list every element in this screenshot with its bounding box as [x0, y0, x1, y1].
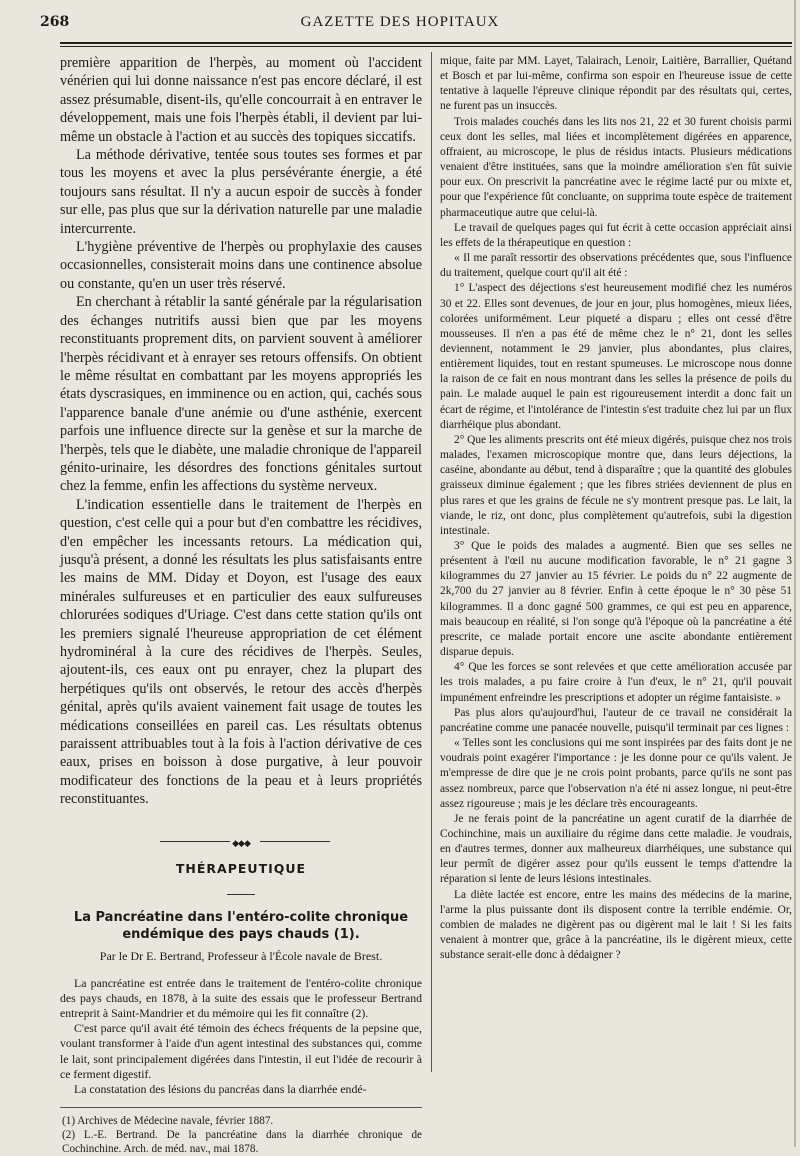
paragraph: « Telles sont les conclusions qui me sont inspirées par des faits dont je ne voudrais point exagérer l'importance : je les donne pour ce qu'ils valent. Je m'empresse de dire que je ne crois point probants, parce qu'ils ne sont pas assez nombreux, parce que l'observation n'a été ni assez longue, ni peut-être assez rigoureuse ; mais je les déclare très encourageants.: [440, 737, 792, 810]
paragraph: Trois malades couchés dans les lits nos 21, 22 et 30 furent choisis parmi ceux dont les selles, mal liées et incomplètement digérées en apparence, offraient, au microscope, le plus de résidus intacts. Plusieurs médications venaient d'être instituées, sans que la moindre amélioration s'en fût suivie pour eux. On prescrivit la pancréatine avec le régime lacté pur ou mixte et, pour que l'expérience fût concluante, on supprima toute espèce de traitement pharmaceutique autre que celui-là.: [440, 115, 792, 219]
paragraph: première apparition de l'herpès, au moment où l'accident vénérien qui lui donne naissance n'est pas encore déclaré, il est assez présumable, disent-ils, qu'elle concourrait à en entraver le développement, mais une fois l'herpès établi, il devient par lui-même un obstacle à l'action et au succès des topiques siccatifs.: [60, 55, 422, 145]
section-heading: THÉRAPEUTIQUE: [175, 860, 307, 876]
ornament-line-right: [260, 841, 330, 842]
article-paragraph: C'est parce qu'il avait été témoin des échecs fréquents de la pepsine que, voulant transformer à l'aide d'un agent intestinal des substances qui, comme le lait, sont principalement digérées dans l'intestin, il eut l'idée de recourir à ce ferment digestif.: [60, 1021, 422, 1081]
paragraph: 2° Que les aliments prescrits ont été mieux digérés, puisque chez nos trois malades, l'examen microscopique montre que, dans leurs déjections, la caséine, abondante au début, tend à disparaître ; que la quantité des globules graisseux diminue également ; que les fibres striées deviennent de plus en plus rares et que les grains de fécule ne s'y montrent presque pas. Le lait, la viande, le riz, ont donc, plus complètement qu'autrefois, subi la digestion intestinale.: [440, 433, 792, 537]
page-number: 268: [40, 14, 70, 30]
page-header: [0, 14, 800, 36]
left-column: [60, 54, 422, 1156]
paragraph: 3° Que le poids des malades a augmenté. Bien que ses selles ne présentent à l'œil nu aucune modification favorable, le n° 21 gagne 3 kilogrammes du 27 janvier au 15 février. Le poids du n° 22 augmente de 2k,700 du 27 janvier au 8 février. Enfin à cette époque le n° 30 pèse 51 kilogrammes. Il a donc gagné 500 grammes, ce qui est peu en apparence, mais beaucoup en réalité, si l'on songe qu'à l'époque où la pancréatine a été prescrite, ce malade portait encore une ascite abondante entièrement disparue depuis.: [440, 540, 792, 659]
ornament-line-left: [160, 841, 230, 842]
header-rule: [60, 42, 792, 47]
article-title: La Pancréatine dans l'entéro-colite chronique endémique des pays chauds (1).: [73, 909, 409, 942]
article-paragraph: La pancréatine est entrée dans le traitement de l'entéro-colite chronique des pays chauds, en 1878, à la suite des essais que le professeur Bertrand entreprit à Saint-Mandrier et du mémoire qui les fit connaître (2).: [60, 975, 422, 1021]
footnote-rule: [60, 1107, 422, 1108]
heading-rule: [227, 894, 255, 895]
paragraph: mique, faite par MM. Layet, Talairach, Lenoir, Laitière, Barrallier, Quétand et Bosch et par lui-même, confirma son espoir en l'heureuse issue de cette tentative à laquelle l'épreuve clinique répondit par des résultats qui, certes, ne furent pas un insuccès.: [440, 55, 792, 113]
paragraph: En cherchant à rétablir la santé générale par la régularisation des échanges nutritifs aussi bien que par les moyens reconstituants proprement dits, on parvient souvent à améliorer l'herpès récidivant et à enrayer ses retours offensifs. On obtient le même résultat en combattant par les moyens appropriés les états dyscrasiques, en imminence ou en action, qui, cachés sous l'apparence banale d'une anémie ou d'une asthénie, exercent parfois une influence directe sur la genèse et sur la marche de l'herpès, tels que le diabète, une maladie chronique de l'appareil génito-urinaire, les désordres des fonctions génitales surtout chez la femme, enfin les affections du système nerveux.: [60, 294, 422, 495]
footnote: (2) L.-E. Bertrand. De la pancréatine dans la diarrhée chronique de Cochinchine. Arch. de méd. nav., mai 1878.: [62, 1129, 422, 1156]
paragraph: Le travail de quelques pages qui fut écrit à cette occasion appréciait ainsi les effets de la thérapeutique en question :: [440, 221, 792, 249]
ornament-mark: ◆◆◆: [232, 837, 250, 848]
section-ornament: [60, 835, 422, 849]
right-column: [440, 54, 792, 1124]
paragraph: « Il me paraît ressortir des observations précédentes que, sous l'influence du traitement, quelque court qu'il ait été :: [440, 252, 792, 280]
paragraph: Je ne ferais point de la pancréatine un agent curatif de la diarrhée de Cochinchine, mais un auxiliaire du régime dans cette maladie. Je voudrais, en d'autres termes, donner aux malheureux diarrhéiques, une substance qui leur permît de digérer assez pour qu'ils eussent le temps d'attendre la réparation si lente de leurs lésions intestinales.: [440, 812, 792, 886]
article-paragraph: La constatation des lésions du pancréas dans la diarrhée endé-: [74, 1082, 367, 1097]
paragraph: 4° Que les forces se sont relevées et que cette amélioration accusée par les trois malades, a pu faire croire à l'un d'eux, le n° 21, qu'il pouvait impunément enfreindre les prescriptions et adopter un régime fantaisiste. »: [440, 661, 792, 704]
paragraph: L'indication essentielle dans le traitement de l'herpès en question, c'est celle qui a pour but d'en combattre les récidives, d'en empêcher les incessants retours. La médication qui, jusqu'à présent, a donné les résultats les plus satisfaisants entre les mains de MM. Diday et Doyon, est l'usage des eaux minérales sulfureuses et en particulier des eaux sulfureuses chlorurées sodiques d'Uriage. C'est dans cette station qu'ils ont les premiers signalé l'heureuse appropriation de cet élément hydrominéral à la cure des récidives de l'herpès. Seules, ajoutent-ils, ces eaux ont pu enrayer, chez la plupart des herpétiques qu'ils ont observés, le retour des accès d'herpès génital, après qu'ils avaient vainement fait usage de toutes les médications conseillées en pareil cas. Les résultats obtenus paraissent attribuables tout à la fois à l'action dérivative de ces eaux, prises en boisson à dose purgative, à leur pouvoir modificateur des fonctions de la peau et à leurs propriétés reconstituantes.: [60, 496, 422, 808]
journal-title: GAZETTE DES HOPITAUX: [300, 14, 500, 30]
paragraph: Pas plus alors qu'aujourd'hui, l'auteur de ce travail ne considérait la pancréatine comme une panacée nouvelle, puisqu'il terminait par ces lignes :: [440, 706, 792, 734]
page-edge: [794, 0, 796, 1147]
column-divider: [431, 52, 432, 1072]
footnote: (1) Archives de Médecine navale, février 1887.: [62, 1115, 274, 1128]
article-byline: Par le Dr E. Bertrand, Professeur à l'École navale de Brest.: [99, 948, 383, 963]
paragraph: La méthode dérivative, tentée sous toutes ses formes et par tous les moyens et avec la plus persévérante énergie, a été toujours sans résultat. Il n'y a aucun espoir de succès à fonder sur elle, pas plus que sur la dérivation naturelle par une maladie intercurrente.: [60, 147, 422, 237]
paragraph: L'hygiène préventive de l'herpès ou prophylaxie des causes occasionnelles, consisterait moins dans une continence absolue ou constante, qu'en un user très réservé.: [60, 239, 422, 292]
paragraph: 1° L'aspect des déjections s'est heureusement modifié chez les numéros 30 et 22. Elles sont devenues, de jour en jour, plus homogènes, mieux liées, colorées uniformément. Leur piqueté a disparu ; elles ont cessé d'être mousseuses. Il n'en a pas été de même chez le n° 21, dont les selles deviennent, notamment le 29 janvier, plus abondantes, plus claires, entièrement liquides, tout en restant spumeuses. Le microscope nous donne la raison de ce fait en nous montrant dans les selles la présence de poils du pain. Le malade auquel le pain est rigoureusement interdit a donc fait un écart de régime, et l'intolérance de l'intestin s'est traduite chez lui par un flux diarrhéique plus abondant.: [440, 282, 792, 431]
paragraph: La diète lactée est encore, entre les mains des médecins de la marine, l'arme la plus puissante dont ils disposent contre la terrible endémie. Or, combien de malades ne digèrent pas ou digèrent mal le lait ! Si les faits venaient à montrer que, grâce à la pancréatine, ils le digèrent mieux, cette substance serait-elle donc à dédaigner ?: [440, 888, 792, 962]
